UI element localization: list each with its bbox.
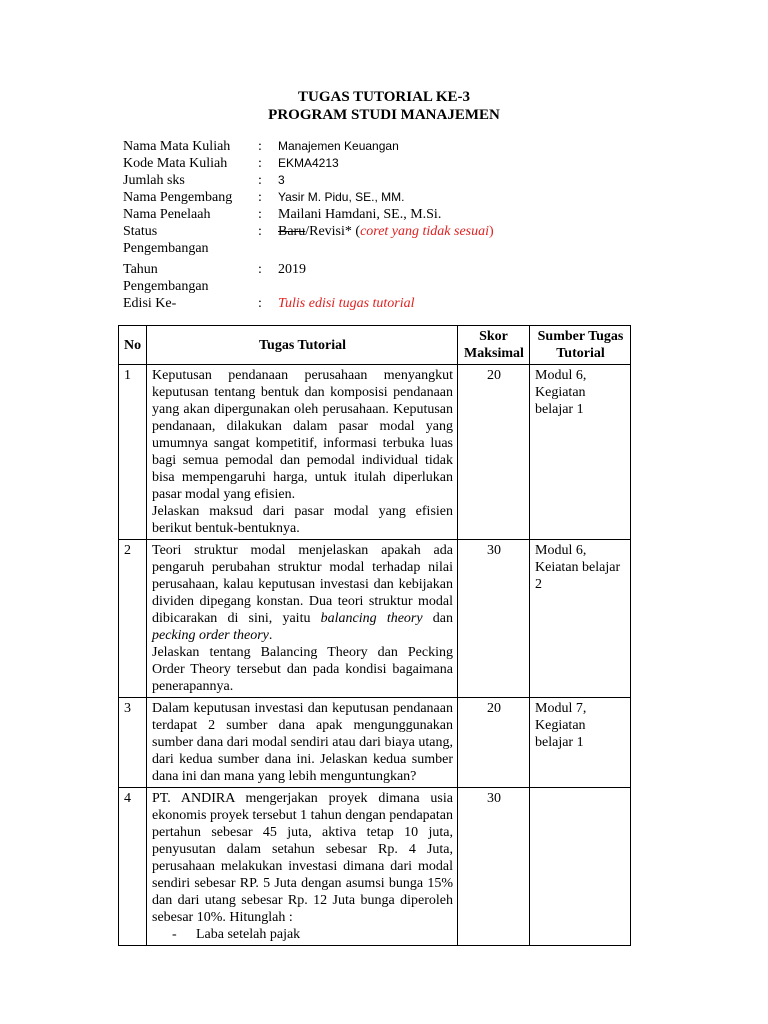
table-row bbox=[119, 540, 631, 698]
cell-no: 2 bbox=[119, 540, 147, 698]
tugas-paragraph: Jelaskan maksud dari pasar modal yang efisien berikut bentuk-bentuknya. bbox=[152, 504, 453, 536]
table-row bbox=[119, 365, 631, 540]
tugas-paragraph: Keputusan pendanaan perusahaan menyangkut keputusan tentang bentuk dan komposisi pendanaan yang akan dipergunakan oleh perusahaan. Keputusan pendanaan, dilakukan dalam pasar modal yang umumnya sangat kompetitif, informasi terbuka luas bagi semua pemodal dan pemodal individual tidak bisa mempengaruhi harga, untuk itulah diperlukan pasar modal yang efisien. bbox=[152, 368, 453, 502]
program-title: PROGRAM STUDI MANAJEMEN bbox=[268, 107, 500, 123]
cell-no: 4 bbox=[119, 788, 147, 946]
cell-no: 3 bbox=[119, 698, 147, 788]
info-row-jumlah-sks bbox=[123, 172, 643, 189]
info-row-nama-pengembang bbox=[123, 189, 643, 206]
tugas-paragraph: Jelaskan tentang Balancing Theory dan Pecking Order Theory tersebut dan pada kondisi bagaimana penerapannya. bbox=[152, 645, 453, 694]
text-span: Teori struktur modal menjelaskan apakah ada pengaruh perubahan struktur modal terhadap nilai perusahaan, kalau keputusan investasi dan kebijakan dividen dipegang konstan. Dua teori struktur modal dibicarakan di sini, yaitu bbox=[152, 543, 453, 626]
cell-tugas bbox=[147, 788, 458, 946]
info-row-tahun-cont bbox=[123, 278, 643, 295]
tugas-paragraph bbox=[152, 542, 453, 644]
info-value: 2019 bbox=[278, 262, 306, 277]
info-colon: : bbox=[258, 296, 262, 311]
status-value bbox=[278, 223, 643, 240]
cell-sumber: Modul 7, Kegiatan belajar 1 bbox=[530, 698, 631, 788]
header-tugas: Tugas Tutorial bbox=[147, 326, 458, 365]
cell-tugas bbox=[147, 698, 458, 788]
info-colon: : bbox=[258, 173, 262, 188]
cell-skor: 20 bbox=[458, 698, 530, 788]
info-label: Nama Pengembang bbox=[123, 190, 233, 205]
bullet-text: Laba setelah pajak bbox=[196, 927, 301, 942]
header-skor: Skor Maksimal bbox=[458, 326, 530, 365]
info-row-status-cont bbox=[123, 240, 643, 257]
text-italic: pecking order theory bbox=[152, 628, 269, 643]
status-baru: Baru bbox=[278, 224, 306, 239]
info-value: Yasir M. Pidu, SE., MM. bbox=[278, 190, 405, 204]
info-colon: : bbox=[258, 207, 262, 222]
info-colon: : bbox=[258, 139, 262, 154]
text-span: . bbox=[268, 628, 273, 643]
info-row-nama-mata-kuliah bbox=[123, 138, 643, 155]
table-row bbox=[119, 788, 631, 946]
info-value: EKMA4213 bbox=[278, 156, 339, 170]
cell-sumber: Modul 6, Keiatan belajar 2 bbox=[530, 540, 631, 698]
cell-skor: 20 bbox=[458, 365, 530, 540]
tugas-table bbox=[118, 325, 631, 946]
table-header-row bbox=[119, 326, 631, 365]
info-label: Nama Penelaah bbox=[123, 207, 211, 222]
info-label: Jumlah sks bbox=[123, 173, 185, 188]
status-revisi: /Revisi* ( bbox=[305, 224, 361, 239]
info-colon: : bbox=[258, 156, 262, 171]
info-row-tahun bbox=[123, 261, 643, 278]
info-label: Pengembangan bbox=[123, 241, 209, 256]
info-label: Pengembangan bbox=[123, 279, 209, 294]
info-row-kode-mata-kuliah bbox=[123, 155, 643, 172]
status-note: coret yang tidak sesuai bbox=[360, 224, 490, 239]
document-title: TUGAS TUTORIAL KE-3 bbox=[298, 89, 470, 105]
cell-sumber bbox=[530, 788, 631, 946]
info-row-status bbox=[123, 223, 643, 240]
info-label: Edisi Ke- bbox=[123, 296, 177, 311]
cell-no: 1 bbox=[119, 365, 147, 540]
text-italic: balancing theory bbox=[320, 611, 423, 626]
info-row-nama-penelaah bbox=[123, 206, 643, 223]
info-value: Tulis edisi tugas tutorial bbox=[278, 296, 415, 311]
header-sumber: Sumber Tugas Tutorial bbox=[530, 326, 631, 365]
info-colon: : bbox=[258, 190, 262, 205]
table-row bbox=[119, 698, 631, 788]
cell-skor: 30 bbox=[458, 540, 530, 698]
cell-sumber: Modul 6, Kegiatan belajar 1 bbox=[530, 365, 631, 540]
tugas-paragraph: PT. ANDIRA mengerjakan proyek dimana usia ekonomis proyek tersebut 1 tahun dengan pendapatan pertahun sebesar 45 juta, aktiva tetap 10 juta, penyusutan dalam setahun sebesar Rp. 4 Juta, perusahaan melakukan investasi dimana dari modal sendiri sebesar RP. 5 Juta dengan asumsi bunga 15% dan dari utang sebesar Rp. 12 Juta bunga diperoleh sebesar 10%. Hitunglah : bbox=[152, 791, 453, 925]
bullet-item bbox=[152, 926, 453, 943]
course-info bbox=[123, 138, 643, 312]
cell-skor: 30 bbox=[458, 788, 530, 946]
text-span: dan bbox=[422, 611, 453, 626]
info-colon: : bbox=[258, 224, 262, 239]
info-colon: : bbox=[258, 262, 262, 277]
info-value: Manajemen Keuangan bbox=[278, 139, 399, 153]
status-close: ) bbox=[489, 224, 494, 239]
header-no: No bbox=[119, 326, 147, 365]
info-value: 3 bbox=[278, 173, 285, 187]
info-row-edisi bbox=[123, 295, 643, 312]
info-value: Mailani Hamdani, SE., M.Si. bbox=[278, 207, 442, 222]
info-label: Status bbox=[123, 224, 158, 239]
info-label: Tahun bbox=[123, 262, 158, 277]
info-label: Kode Mata Kuliah bbox=[123, 156, 228, 171]
cell-tugas bbox=[147, 540, 458, 698]
info-label: Nama Mata Kuliah bbox=[123, 139, 231, 154]
tugas-paragraph: Dalam keputusan investasi dan keputusan pendanaan terdapat 2 sumber dana apak mengunggunakan sumber dana dari modal sendiri atau dari biaya utang, dari kedua sumber dana ini. Jelaskan kedua sumber dana ini dan mana yang lebih menguntungkan? bbox=[152, 701, 453, 784]
cell-tugas bbox=[147, 365, 458, 540]
bullet-dash: - bbox=[172, 927, 177, 942]
